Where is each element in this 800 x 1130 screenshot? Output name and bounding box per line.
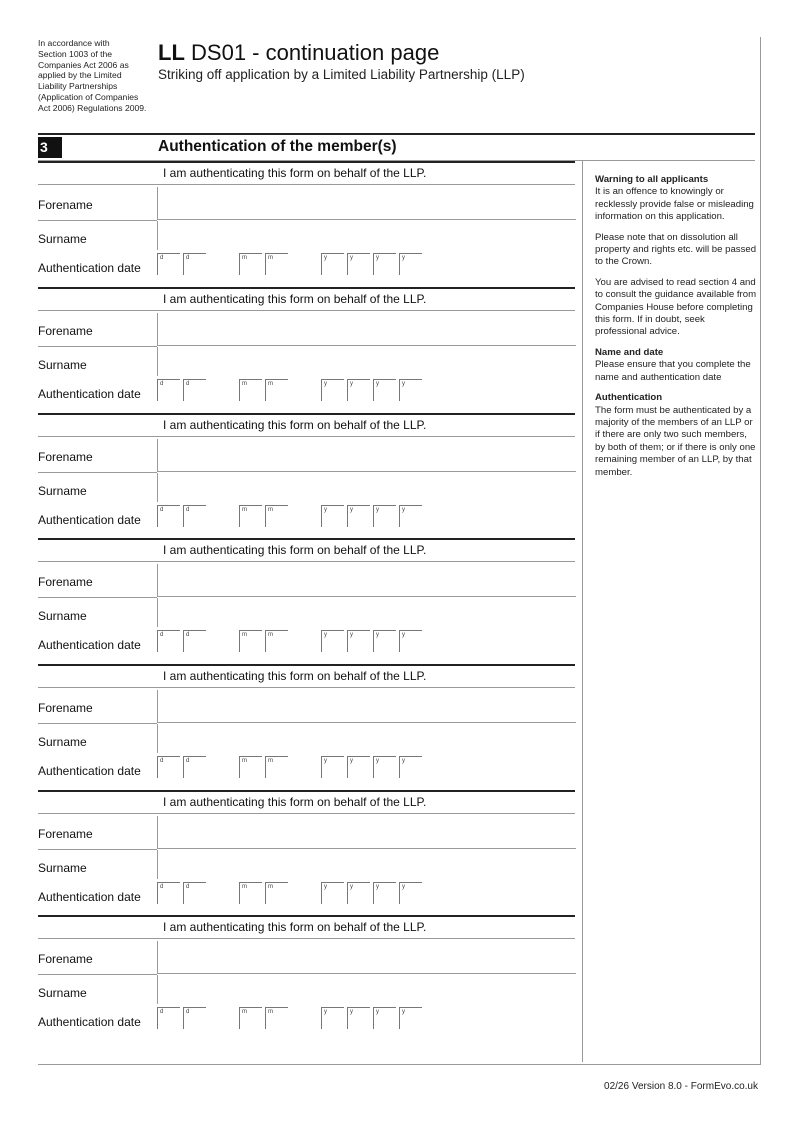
date-digit-input[interactable]: d [183, 253, 206, 275]
surname-label: Surname [38, 232, 87, 246]
date-digit-input[interactable]: d [183, 882, 206, 904]
date-digit-input[interactable]: m [239, 379, 262, 401]
date-digit-input[interactable]: y [373, 505, 396, 527]
forename-label: Forename [38, 701, 93, 715]
block-statement-rule [38, 687, 575, 688]
surname-input[interactable] [157, 221, 575, 250]
authentication-date-label: Authentication date [38, 261, 141, 275]
date-digit-input[interactable]: y [399, 253, 422, 275]
date-digit-input[interactable]: y [399, 630, 422, 652]
authentication-statement: I am authenticating this form on behalf of the LLP. [163, 418, 427, 432]
forename-underline [158, 219, 576, 220]
date-digit-input[interactable]: y [373, 379, 396, 401]
forename-label: Forename [38, 450, 93, 464]
date-digit-input[interactable]: d [183, 1007, 206, 1029]
date-digit-input[interactable]: d [157, 630, 180, 652]
authentication-statement: I am authenticating this form on behalf of the LLP. [163, 166, 427, 180]
date-digit-input[interactable]: y [321, 1007, 344, 1029]
date-digit-input[interactable]: m [265, 756, 288, 778]
forename-label: Forename [38, 324, 93, 338]
forename-input[interactable] [157, 439, 575, 472]
row-divider [38, 472, 157, 473]
forename-input[interactable] [157, 816, 575, 849]
forename-label: Forename [38, 198, 93, 212]
forename-label: Forename [38, 827, 93, 841]
forename-input[interactable] [157, 941, 575, 974]
name-date-title: Name and date [595, 346, 664, 358]
date-digit-input[interactable]: m [239, 882, 262, 904]
section-title: Authentication of the member(s) [158, 138, 397, 155]
date-digit-input[interactable]: y [321, 630, 344, 652]
row-divider [38, 974, 157, 975]
date-digit-input[interactable]: m [265, 882, 288, 904]
form-prefix: LL [158, 40, 185, 65]
member-block [38, 790, 575, 916]
date-digit-input[interactable]: y [347, 630, 370, 652]
date-digit-input[interactable]: y [321, 379, 344, 401]
date-digit-input[interactable]: y [321, 756, 344, 778]
date-digit-input[interactable]: y [347, 756, 370, 778]
block-top-rule [38, 287, 575, 289]
header-rule [38, 133, 755, 135]
legal-note: In accordance with Section 1003 of the Companies Act 2006 as applied by the Limited Liability Partnerships (Application of Companies Act 2006) Regulations 2009. [38, 38, 147, 113]
block-statement-rule [38, 813, 575, 814]
surname-input[interactable] [157, 347, 575, 376]
date-digit-input[interactable]: m [239, 756, 262, 778]
block-statement-rule [38, 310, 575, 311]
member-block [38, 915, 575, 1041]
warning-title: Warning to all applicants [595, 174, 709, 185]
authentication-title: Authentication [595, 392, 663, 404]
date-digit-input[interactable]: y [373, 253, 396, 275]
date-digit-input[interactable]: d [157, 1007, 180, 1029]
date-digit-input[interactable]: d [183, 756, 206, 778]
advice-text: You are advised to read section 4 and to consult the guidance available from Companies House before completing this form. If in doubt, seek professional advice. [595, 276, 757, 338]
authentication-date-label: Authentication date [38, 890, 141, 904]
authentication-date-label: Authentication date [38, 764, 141, 778]
forename-input[interactable] [157, 690, 575, 723]
date-digit-input[interactable]: m [265, 379, 288, 401]
date-digit-input[interactable]: y [373, 882, 396, 904]
forename-input[interactable] [157, 313, 575, 346]
block-statement-rule [38, 436, 575, 437]
member-block [38, 287, 575, 413]
date-digit-input[interactable]: y [399, 1007, 422, 1029]
surname-label: Surname [38, 484, 87, 498]
form-subtitle: Striking off application by a Limited Liability Partnership (LLP) [158, 67, 525, 82]
forename-underline [158, 471, 576, 472]
member-block [38, 664, 575, 790]
date-digit-input[interactable]: m [265, 505, 288, 527]
warning-text: It is an offence to knowingly or recklessly provide false or misleading information on this application. [595, 186, 754, 223]
block-statement-rule [38, 938, 575, 939]
sidebar-divider [582, 160, 583, 1062]
surname-input[interactable] [157, 473, 575, 502]
section-number-badge: 3 [38, 137, 62, 158]
forename-label: Forename [38, 952, 93, 966]
forename-underline [158, 345, 576, 346]
forename-underline [158, 848, 576, 849]
form-code: DS01 - continuation page [191, 40, 440, 65]
block-top-rule [38, 413, 575, 415]
date-digit-input[interactable]: y [347, 379, 370, 401]
date-digit-input[interactable]: d [157, 882, 180, 904]
date-digit-input[interactable]: y [373, 756, 396, 778]
date-digit-input[interactable]: d [157, 253, 180, 275]
block-top-rule [38, 915, 575, 917]
date-digit-input[interactable]: d [157, 379, 180, 401]
guidance-sidebar [595, 174, 757, 487]
forename-label: Forename [38, 575, 93, 589]
row-divider [38, 346, 157, 347]
forename-underline [158, 596, 576, 597]
date-digit-input[interactable]: d [157, 505, 180, 527]
authentication-statement: I am authenticating this form on behalf of the LLP. [163, 292, 427, 306]
surname-input[interactable] [157, 724, 575, 753]
footer-version: 02/26 Version 8.0 - FormEvo.co.uk [604, 1081, 758, 1092]
authentication-date-label: Authentication date [38, 638, 141, 652]
date-digit-input[interactable]: y [399, 505, 422, 527]
dissolution-text: Please note that on dissolution all property and rights etc. will be passed to the Crown. [595, 231, 757, 268]
date-digit-input[interactable]: m [265, 253, 288, 275]
date-digit-input[interactable]: m [239, 505, 262, 527]
date-digit-input[interactable]: y [373, 630, 396, 652]
block-top-rule [38, 538, 575, 540]
date-digit-input[interactable]: m [239, 630, 262, 652]
authentication-statement: I am authenticating this form on behalf of the LLP. [163, 920, 427, 934]
block-statement-rule [38, 561, 575, 562]
date-digit-input[interactable]: d [183, 630, 206, 652]
authentication-date-label: Authentication date [38, 1015, 141, 1029]
block-top-rule [38, 664, 575, 666]
date-digit-input[interactable]: y [347, 1007, 370, 1029]
date-digit-input[interactable]: y [321, 882, 344, 904]
date-digit-input[interactable]: m [265, 630, 288, 652]
surname-label: Surname [38, 986, 87, 1000]
authentication-text: The form must be authenticated by a majority of the members of an LLP or if there are only two such members, by both of them; or if there is only one remaining member of an LLP, by that member. [595, 404, 756, 478]
surname-label: Surname [38, 609, 87, 623]
date-digit-input[interactable]: d [183, 379, 206, 401]
date-digit-input[interactable]: d [157, 756, 180, 778]
date-digit-input[interactable]: y [321, 505, 344, 527]
date-digit-input[interactable]: m [239, 253, 262, 275]
date-digit-input[interactable]: y [347, 253, 370, 275]
date-digit-input[interactable]: y [399, 882, 422, 904]
row-divider [38, 597, 157, 598]
row-divider [38, 849, 157, 850]
name-date-text: Please ensure that you complete the name and authentication date [595, 359, 751, 383]
surname-label: Surname [38, 735, 87, 749]
row-divider [38, 220, 157, 221]
member-block [38, 161, 575, 287]
surname-label: Surname [38, 358, 87, 372]
date-digit-input[interactable]: y [347, 505, 370, 527]
authentication-date-label: Authentication date [38, 513, 141, 527]
authentication-statement: I am authenticating this form on behalf of the LLP. [163, 669, 427, 683]
date-digit-input[interactable]: m [239, 1007, 262, 1029]
date-digit-input[interactable]: y [321, 253, 344, 275]
authentication-date-label: Authentication date [38, 387, 141, 401]
date-digit-input[interactable]: d [183, 505, 206, 527]
date-digit-input[interactable]: m [265, 1007, 288, 1029]
forename-underline [158, 722, 576, 723]
surname-input[interactable] [157, 975, 575, 1004]
block-top-rule [38, 161, 575, 163]
date-digit-input[interactable]: y [399, 756, 422, 778]
authentication-statement: I am authenticating this form on behalf of the LLP. [163, 543, 427, 557]
date-digit-input[interactable]: y [399, 379, 422, 401]
block-top-rule [38, 790, 575, 792]
date-digit-input[interactable]: y [373, 1007, 396, 1029]
surname-input[interactable] [157, 598, 575, 627]
authentication-statement: I am authenticating this form on behalf of the LLP. [163, 795, 427, 809]
row-divider [38, 723, 157, 724]
forename-input[interactable] [157, 187, 575, 220]
forename-underline [158, 973, 576, 974]
block-statement-rule [38, 184, 575, 185]
surname-label: Surname [38, 861, 87, 875]
surname-input[interactable] [157, 850, 575, 879]
member-block [38, 413, 575, 539]
forename-input[interactable] [157, 564, 575, 597]
member-block [38, 538, 575, 664]
form-title [158, 40, 439, 66]
date-digit-input[interactable]: y [347, 882, 370, 904]
